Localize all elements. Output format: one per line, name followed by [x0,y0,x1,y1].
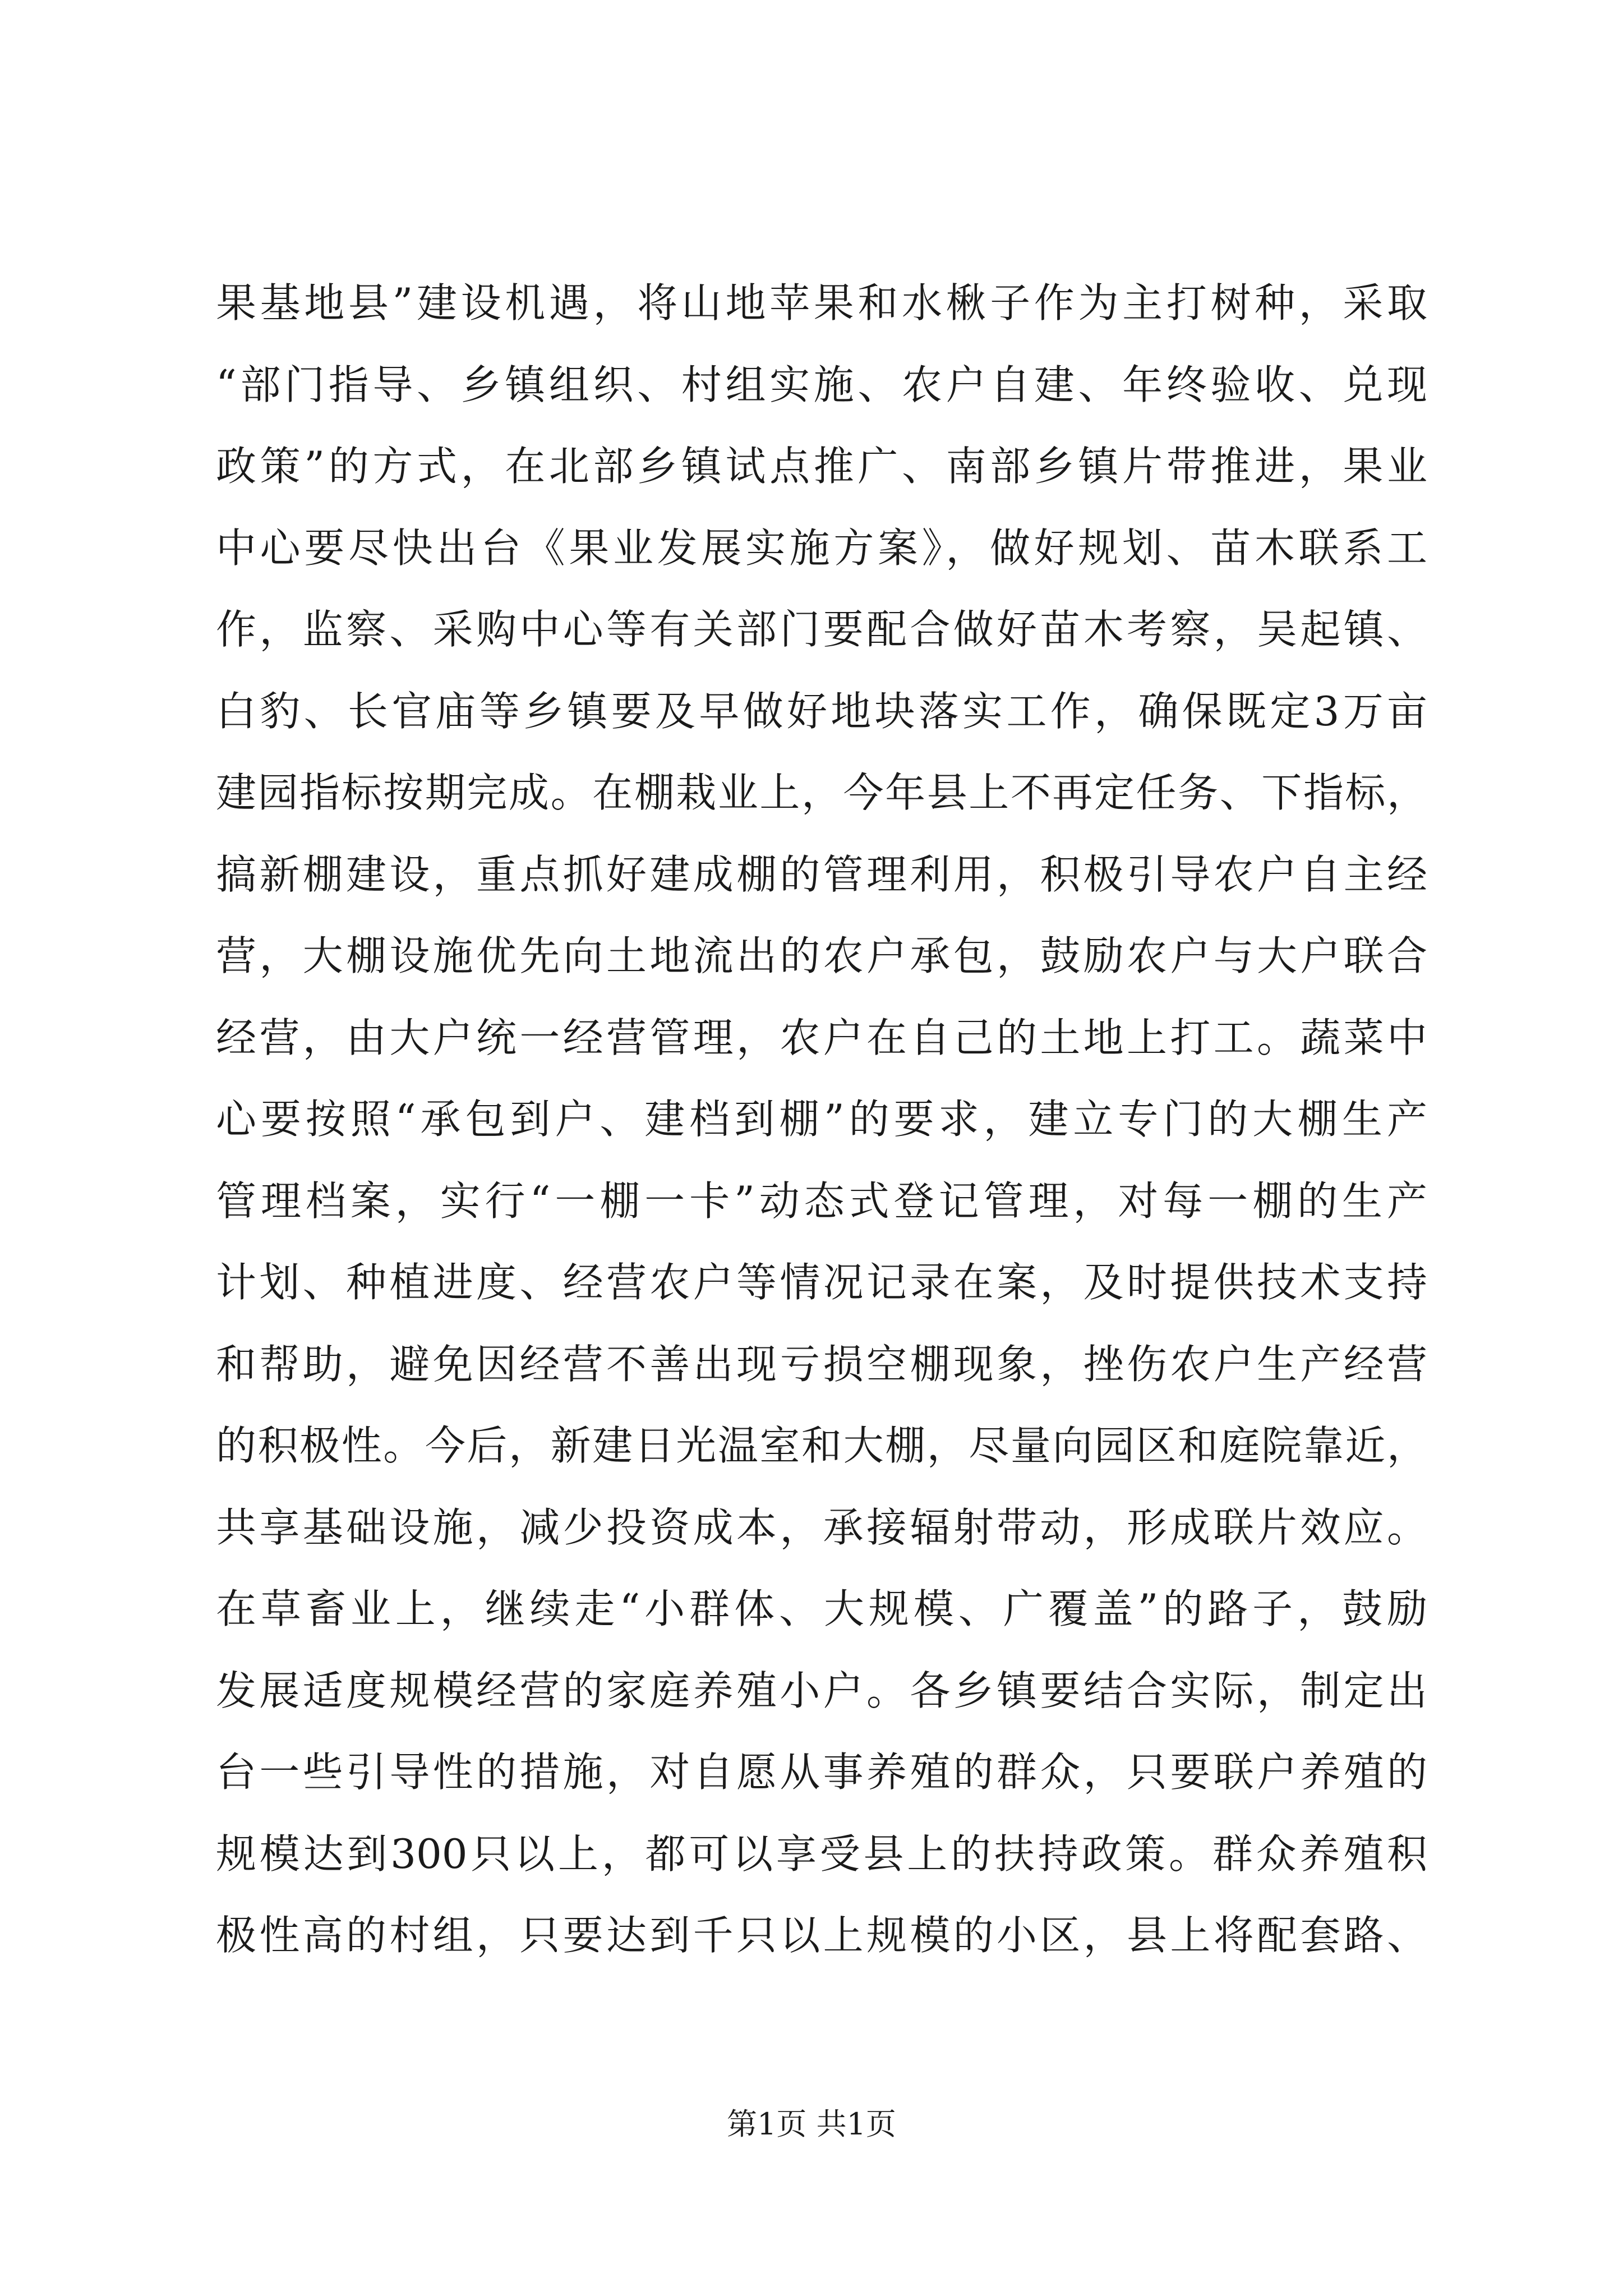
page-footer: 第1页 共1页 [727,2106,896,2142]
text-line: 在草畜业上，继续走“小群体、大规模、广覆盖”的路子，鼓励 [216,1585,1427,1632]
body-text [216,263,1427,1977]
text-line: 中心要尽快出台《果业发展实施方案》，做好规划、苗木联系工 [216,524,1427,572]
text-line: 发展适度规模经营的家庭养殖小户。各乡镇要结合实际，制定出 [216,1667,1427,1714]
text-line: 心要按照“承包到户、建档到棚”的要求，建立专门的大棚生产 [216,1096,1427,1143]
text-line: 共享基础设施，减少投资成本，承接辐射带动，形成联片效应。 [216,1503,1427,1551]
text-line: 营，大棚设施优先向土地流出的农户承包，鼓励农户与大户联合 [216,932,1427,979]
text-line: “部门指导、乡镇组织、村组实施、农户自建、年终验收、兑现 [216,361,1427,408]
text-line: 极性高的村组，只要达到千只以上规模的小区，县上将配套路、 [216,1912,1427,1959]
text-line: 政策”的方式，在北部乡镇试点推广、南部乡镇片带推进，果业 [216,443,1427,490]
text-line: 果基地县”建设机遇，将山地苹果和水楸子作为主打树种，采取 [216,279,1427,326]
text-line: 计划、种植进度、经营农户等情况记录在案，及时提供技术支持 [216,1259,1427,1306]
text-line: 建园指标按期完成。在棚栽业上，今年县上不再定任务、下指标， [216,769,1427,816]
text-line: 规模达到300只以上，都可以享受县上的扶持政策。群众养殖积 [216,1830,1427,1878]
text-line: 搞新棚建设，重点抓好建成棚的管理利用，积极引导农户自主经 [216,850,1427,898]
text-line: 白豹、长官庙等乡镇要及早做好地块落实工作，确保既定3万亩 [216,687,1427,735]
text-line: 经营，由大户统一经营管理，农户在自己的土地上打工。蔬菜中 [216,1014,1427,1061]
text-line: 和帮助，避免因经营不善出现亏损空棚现象，挫伤农户生产经营 [216,1340,1427,1388]
text-line: 的积极性。今后，新建日光温室和大棚，尽量向园区和庭院靠近， [216,1422,1427,1469]
text-line: 作，监察、采购中心等有关部门要配合做好苗木考察，吴起镇、 [216,606,1427,653]
text-line: 管理档案，实行“一棚一卡”动态式登记管理，对每一棚的生产 [216,1177,1427,1225]
text-line: 台一些引导性的措施，对自愿从事养殖的群众，只要联户养殖的 [216,1749,1427,1796]
